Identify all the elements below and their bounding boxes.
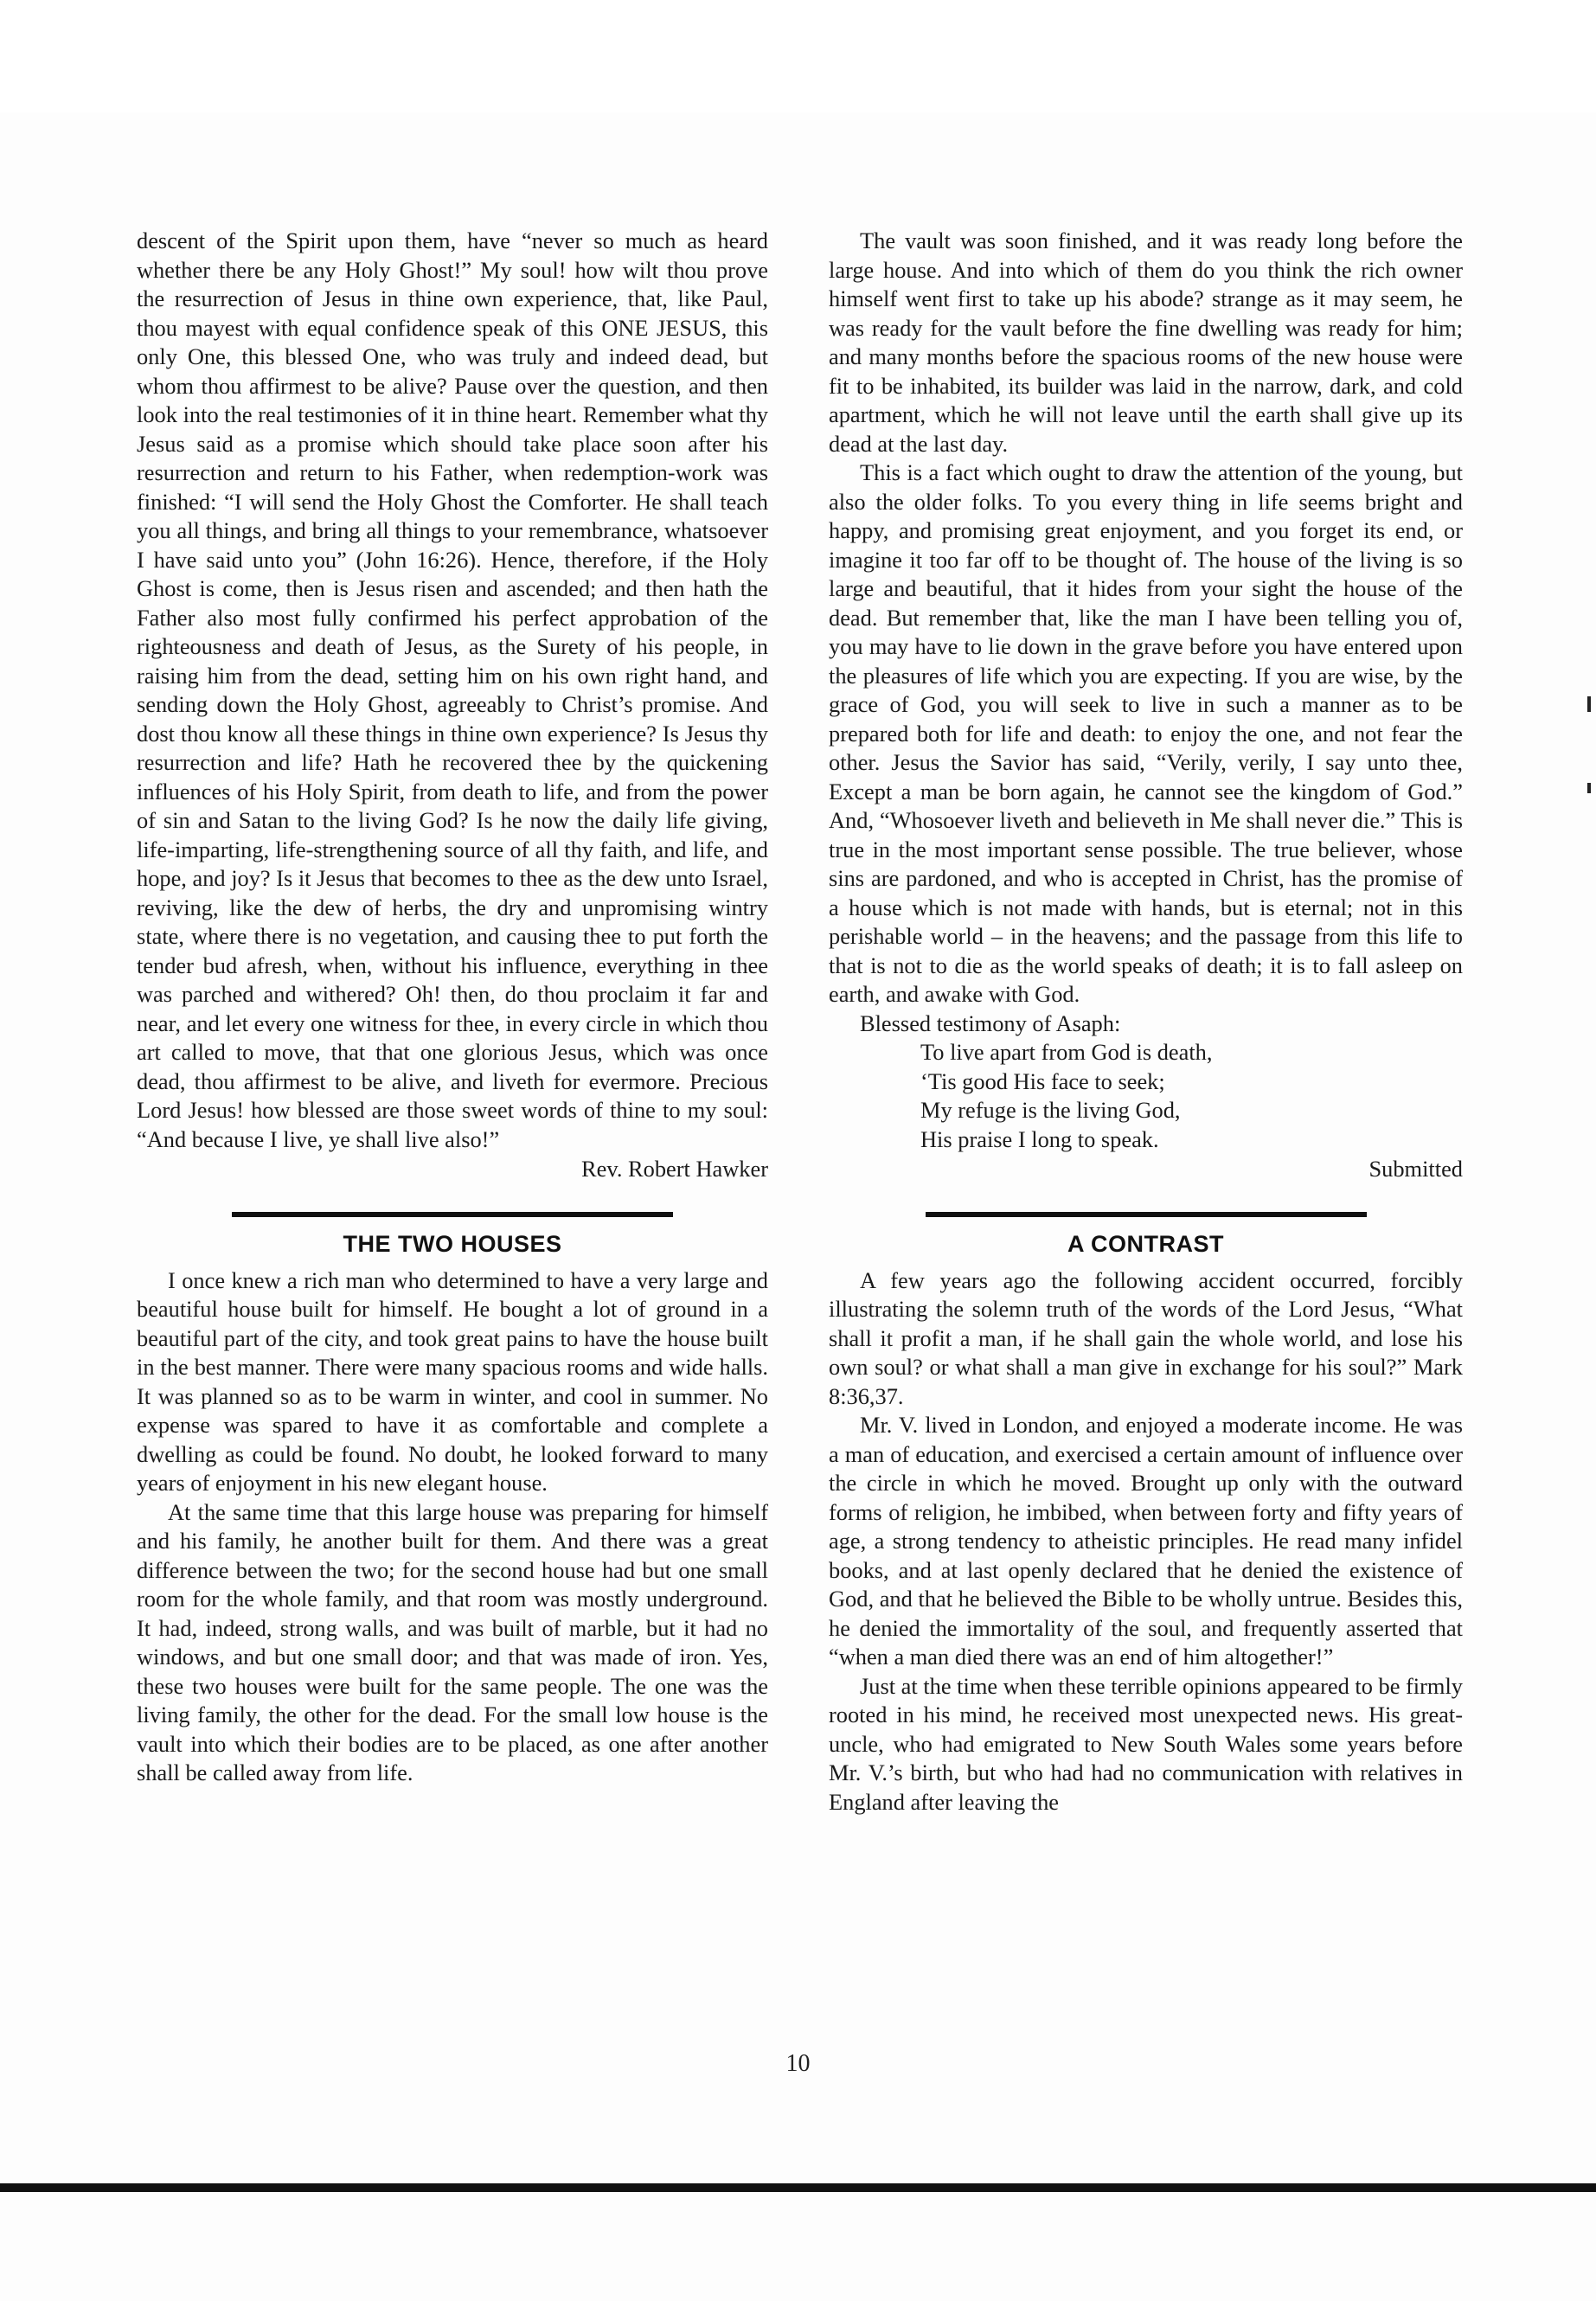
scan-edge-mark	[1587, 696, 1591, 712]
submitted-signature: Submitted	[1368, 1156, 1463, 1182]
hawker-paragraph: descent of the Spirit upon them, have “never so much as heard whether there be any Holy Ghost!” My soul! how wilt thou prove the resurrection of Jesus in thine own experience, that, like Paul, thou mayest with equal confidence speak of this ONE JESUS, this only One, this blessed One, who was truly and indeed dead, but whom thou affirmest to be alive? Pause over the question, and then look into the real testimonies of it in thine heart. Remember what thy Jesus said as a promise which should take place soon after his resurrection and return to his Father, when redemption-work was finished: “I will send the Holy Ghost the Comforter. He shall teach you all things, and bring all things to your remembrance, whatsoever I have said unto you” (John 16:26). Hence, therefore, if the Holy Ghost is come, then is Jesus risen and ascended; and then hath the Father also most fully confirmed his perfect approbation of the righteousness and death of Jesus, as the Surety of his people, in raising him from the dead, setting him on his own right hand, and sending down the Holy Ghost, agreeably to Christ’s promise. And dost thou know all these things in thine own experience? Is Jesus thy resurrection and life? Hath he recovered thee by the quickening influences of his Holy Spirit, from death to life, and from the power of sin and Satan to the living God? Is he now the daily life giving, life-imparting, life-strengthening source of all thy faith, and life, and hope, and joy? Is it Jesus that becomes to thee as the dew unto Israel, reviving, like the dew of herbs, the dry and unpromising wintry state, where there is no vegetation, and causing thee to put forth the tender bud afresh, when, without his influence, everything in thee was parched and withered? Oh! then, do thou proclaim it far and near, and let every one witness for thee, in every circle in which thou art called to move, that that one glorious Jesus, which was once dead, thou affirmest to be alive, and liveth for evermore. Precious Lord Jesus! how blessed are those sweet words of thine to my soul: “And because I live, ye shall live also!”	[137, 228, 768, 1152]
poem-line: My refuge is the living God,	[920, 1097, 1181, 1123]
scan-edge-mark	[1587, 783, 1591, 793]
two-houses-paragraph-1: I once knew a rich man who determined to have a very large and beautiful house built for himself. He bought a lot of ground in a beautiful part of the city, and took great pains to have the house built in the best manner. There were many spacious rooms and wide halls. It was planned so as to be warm in winter, and cool in summer. No expense was spared to have it as comfortable and complete a dwelling as could be found. No doubt, he looked forward to many years of enjoyment in his new elegant house.	[137, 1266, 768, 1496]
two-houses-paragraph-2: At the same time that this large house was preparing for himself and his family, he another built for them. And there was a great difference between the two; for the second house had but one small room for the whole family, and that room was mostly underground. It had, indeed, strong walls, and was built of marble, but it had no windows, and but one small door; and that was made of iron. Yes, these two houses were built for the same people. The one was the living family, the other for the dead. For the small low house is the vault into which their bodies are to be placed, as one after another shall be called away from life.	[137, 1498, 768, 1785]
section-divider-right	[926, 1212, 1367, 1217]
left-column	[137, 227, 768, 1788]
two-houses-title: THE TWO HOUSES	[343, 1230, 562, 1257]
contrast-paragraph-3: Just at the time when these terrible opinions appeared to be firmly rooted in his mind, he received most unexpected news. His great-uncle, who had emigrated to New South Wales some years before Mr. V.’s birth, but who had had no communication with relatives in England after leaving the	[829, 1672, 1463, 1815]
page-top-margin	[0, 0, 1596, 112]
contrast-paragraph-2: Mr. V. lived in London, and enjoyed a moderate income. He was a man of education, and exercised a certain amount of influence over the circle in which he moved. Brought up only with the outward forms of religion, he imbibed, when between forty and fifty years of age, a strong tendency to atheistic principles. He read many infidel books, and at last openly declared that he denied the existence of God, and that he believed the Bible to be wholly untrue. Besides this, he denied the immortality of the soul, and frequently asserted that “when a man died there was an end of him altogether!”	[829, 1412, 1463, 1670]
scan-bottom-border	[0, 2183, 1596, 2192]
page-number: 10	[785, 2050, 811, 2077]
two-houses-continued-paragraph-2: This is a fact which ought to draw the attention of the young, but also the older folks. To you every thing in life seems bright and happy, and promising great enjoyment, and you forget its end, or imagine it too far off to be thought of. The house of the living is so large and beautiful, that it hides from your sight the house of the dead. But remember that, like the man I have been telling you of, you may have to lie down in the grave before you have entered upon the pleasures of life which you are expecting. If you are wise, by the grace of God, you will seek to live in such a manner as to be prepared both for life and death: to enjoy the one, and not fear the other. Jesus the Savior has said, “Verily, verily, I say unto thee, Except a man be born again, he cannot see the kingdom of God.” And, “Whosoever liveth and believeth in Me shall never die.” This is true in the most important sense possible. The true believer, whose sins are pardoned, and who is accepted in Christ, has the promise of a house which is not made with hands, but is eternal; not in this perishable world – in the heavens; and the passage from this life to that is not to die as the world speaks of death; it is to fall asleep on earth, and awake with God.	[829, 459, 1463, 1007]
poem-line: His praise I long to speak.	[920, 1125, 1159, 1152]
right-column	[829, 227, 1463, 1817]
poem-line: To live apart from God is death,	[920, 1039, 1213, 1065]
hawker-signature: Rev. Robert Hawker	[581, 1156, 768, 1182]
contrast-title: A CONTRAST	[1067, 1230, 1224, 1257]
section-divider-left	[232, 1212, 673, 1217]
asaph-intro: Blessed testimony of Asaph:	[860, 1009, 1121, 1036]
two-houses-continued-paragraph-1: The vault was soon finished, and it was ready long before the large house. And into which of them do you think the rich owner himself went first to take up his abode? strange as it may seem, he was ready for the vault before the fine dwelling was ready for him; and many months before the spacious rooms of the new house were fit to be inhabited, its builder was laid in the narrow, dark, and cold apartment, which he will not leave until the earth shall give up its dead at the last day.	[829, 228, 1463, 457]
poem-line: ‘Tis good His face to seek;	[920, 1067, 1165, 1094]
asaph-poem	[920, 1038, 1463, 1154]
contrast-paragraph-1: A few years ago the following accident occurred, forcibly illustrating the solemn truth of the words of the Lord Jesus, “What shall it profit a man, if he shall gain the whole world, and lose his own soul? or what shall a man give in exchange for his soul?” Mark 8:36,37.	[829, 1266, 1463, 1409]
